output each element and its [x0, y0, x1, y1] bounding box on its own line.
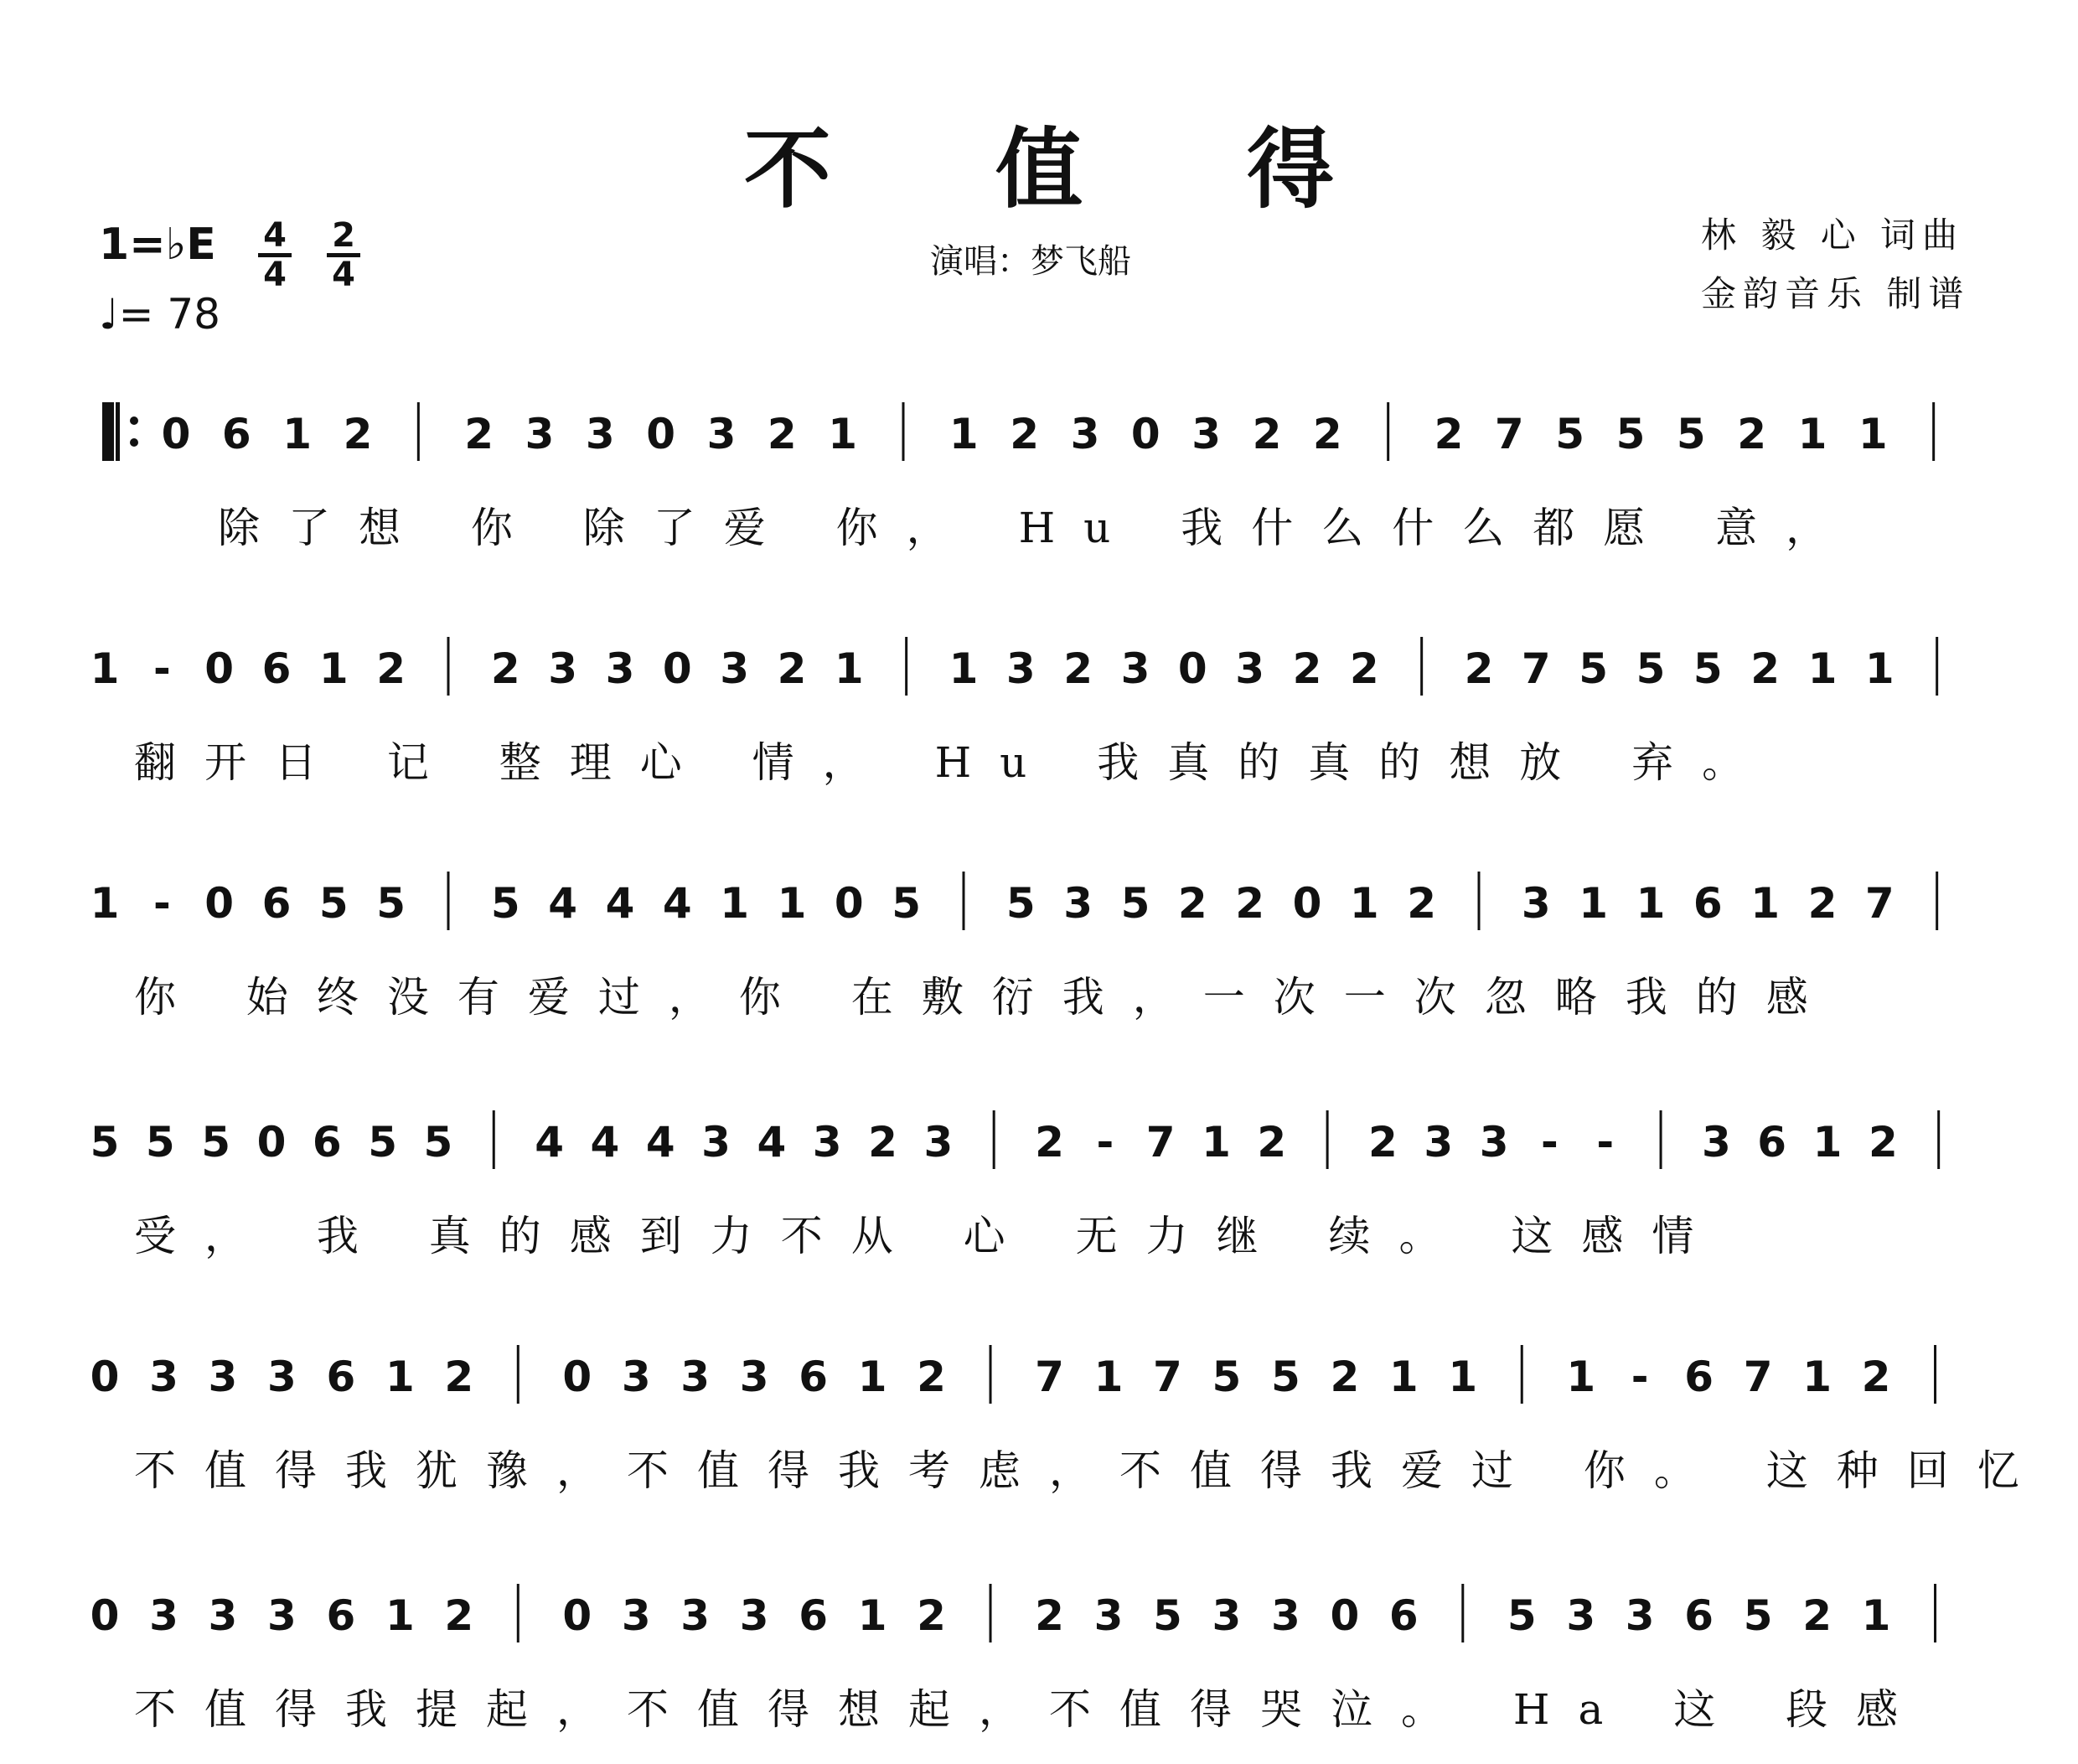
note-digit: 2 — [444, 1591, 474, 1640]
note-digit: 2 — [1802, 1591, 1832, 1640]
notes-staff — [0, 1077, 2078, 1203]
note-digit: 6 — [221, 410, 251, 458]
note-digit: 3 — [1235, 644, 1265, 693]
note-digit: 3 — [739, 1353, 769, 1401]
note-digit: 5 — [1005, 879, 1036, 928]
note-digit: 1 — [385, 1353, 415, 1401]
note-digit: 5 — [318, 879, 349, 928]
note-digit: 3 — [208, 1353, 238, 1401]
note-digit: 1 — [1388, 1353, 1419, 1401]
note-digit: 0 — [1177, 644, 1207, 693]
note-digit: 2 — [777, 644, 807, 693]
note-digit: 0 — [90, 1353, 120, 1401]
repeat-bar — [116, 402, 120, 461]
note-digit: 2 — [1737, 410, 1767, 458]
note-digit: 3 — [149, 1353, 178, 1401]
note-digit: 0 — [1330, 1591, 1360, 1640]
note-digit: 2 — [464, 410, 494, 458]
note-digit: 7 — [1035, 1353, 1064, 1401]
repeat-dot — [130, 416, 138, 425]
note-digit: 3 — [923, 1118, 954, 1167]
note-digit: 3 — [739, 1591, 769, 1640]
lyric-line: 不值得我提起，不值得想起，不值得哭泣。 Ha 这 段感 — [134, 1685, 1927, 1734]
note-digit: 3 — [208, 1591, 238, 1640]
note-digit: 2 — [1312, 410, 1342, 458]
note-digit: 5 — [145, 1118, 175, 1167]
repeat-bar — [102, 402, 114, 461]
note-digit: 5 — [1270, 1353, 1300, 1401]
lyric-line: 不值得我犹豫，不值得我考虑，不值得我爱过 你。 这种回忆 — [134, 1446, 2048, 1495]
note-digit: 2 — [1368, 1118, 1398, 1167]
note-digit: 1 — [834, 644, 864, 693]
note-digit: 3 — [621, 1591, 651, 1640]
note-digit: 5 — [892, 879, 922, 928]
note-digit: 6 — [261, 879, 292, 928]
note-digit: 2 — [1252, 410, 1282, 458]
note-digit: 1 — [1858, 410, 1888, 458]
note-digit: 7 — [1521, 644, 1551, 693]
note-digit: 3 — [1701, 1118, 1731, 1167]
note-digit: 5 — [1693, 644, 1723, 693]
note-digit: 1 — [1861, 1591, 1891, 1640]
note-digit: 1 — [1812, 1118, 1843, 1167]
note-digit: 2 — [1861, 1353, 1891, 1401]
note-digit: 1 — [1579, 879, 1609, 928]
note-digit: 5 — [1636, 644, 1666, 693]
note-digit: 3 — [1424, 1118, 1454, 1167]
note-digit: 1 — [1566, 1353, 1596, 1401]
note-digit: 1 — [949, 410, 979, 458]
song-title — [0, 99, 2078, 225]
note-digit: 3 — [149, 1591, 178, 1640]
note-digit: 4 — [645, 1118, 675, 1167]
note-digit: 1 — [857, 1591, 887, 1640]
note-digit: 3 — [585, 410, 615, 458]
notation-system — [0, 1077, 2078, 1286]
note-digit: 6 — [799, 1591, 829, 1640]
note-digit: 1 — [90, 879, 120, 928]
note-digit: 5 — [490, 879, 520, 928]
note-digit: 2 — [1010, 410, 1040, 458]
note-digit: 1 — [1750, 879, 1781, 928]
note-digit: 3 — [621, 1353, 651, 1401]
note-digit: 5 — [1579, 644, 1609, 693]
note-digit: 3 — [701, 1118, 731, 1167]
repeat-dot — [130, 438, 138, 447]
note-digit: 2 — [1235, 879, 1265, 928]
key-signature: 1=♭E — [99, 220, 216, 270]
notation-system — [0, 1550, 2078, 1760]
note-digit: 2 — [917, 1353, 946, 1401]
note-digit: 5 — [1212, 1353, 1242, 1401]
note-digit: 3 — [605, 644, 635, 693]
note-digit: 1 — [1202, 1118, 1231, 1167]
note-digit: 5 — [376, 879, 406, 928]
note-digit: 3 — [1479, 1118, 1509, 1167]
note-digit: 3 — [720, 644, 750, 693]
note-digit: 3 — [706, 410, 737, 458]
dash-extension: - — [152, 879, 171, 928]
note-digit: 3 — [1191, 410, 1222, 458]
note-digit: 2 — [1330, 1353, 1360, 1401]
note-digit: 6 — [326, 1591, 356, 1640]
note-digit: 2 — [1177, 879, 1207, 928]
note-digit: 2 — [1063, 644, 1093, 693]
note-digit: 1 — [1093, 1353, 1124, 1401]
note-digit: 2 — [1407, 879, 1437, 928]
note-digit: 2 — [444, 1353, 474, 1401]
dash-extension: - — [1596, 1118, 1615, 1167]
note-digit: 2 — [1349, 644, 1379, 693]
note-digit: 0 — [562, 1353, 592, 1401]
note-digit: 5 — [1743, 1591, 1773, 1640]
notation-system — [0, 603, 2078, 813]
note-digit: 1 — [90, 644, 120, 693]
note-digit: 5 — [201, 1118, 231, 1167]
note-digit: 1 — [1797, 410, 1827, 458]
notation-system — [0, 1311, 2078, 1521]
note-digit: 7 — [1494, 410, 1524, 458]
note-digit: 1 — [318, 644, 349, 693]
note-digit: 1 — [282, 410, 313, 458]
note-digit: 5 — [1615, 410, 1646, 458]
note-digit: 0 — [90, 1591, 120, 1640]
note-digit: 5 — [1507, 1591, 1537, 1640]
note-digit: 2 — [1035, 1118, 1064, 1167]
note-digit: 6 — [1684, 1591, 1714, 1640]
note-digit: 2 — [1292, 644, 1322, 693]
notation-system — [0, 838, 2078, 1048]
note-digit: 2 — [1257, 1118, 1287, 1167]
note-digit: 5 — [1676, 410, 1706, 458]
time-signature-1 — [258, 216, 292, 294]
note-digit: 7 — [1145, 1118, 1176, 1167]
note-digit: 4 — [757, 1118, 787, 1167]
time-sig-bottom: 4 — [332, 256, 355, 294]
note-digit: 2 — [376, 644, 406, 693]
notes-staff — [0, 838, 2078, 964]
note-digit: 3 — [525, 410, 555, 458]
note-digit: 6 — [1757, 1118, 1787, 1167]
note-digit: 1 — [828, 410, 858, 458]
note-digit: 4 — [590, 1118, 620, 1167]
note-digit: 6 — [312, 1118, 342, 1167]
note-digit: 2 — [490, 644, 520, 693]
note-digit: 1 — [1807, 644, 1838, 693]
note-digit: 3 — [1212, 1591, 1242, 1640]
note-digit: 2 — [917, 1591, 946, 1640]
note-digit: 1 — [777, 879, 807, 928]
note-digit: 7 — [1864, 879, 1894, 928]
note-digit: 2 — [343, 410, 373, 458]
dash-extension: - — [152, 644, 171, 693]
note-digit: 7 — [1153, 1353, 1182, 1401]
note-digit: 3 — [1270, 1591, 1300, 1640]
note-digit: 1 — [385, 1591, 415, 1640]
note-digit: 3 — [1521, 879, 1551, 928]
note-digit: 3 — [1063, 879, 1093, 928]
lyric-line: 翻开日 记 整理心 情， Hu 我真的真的想放 弃。 — [134, 738, 1773, 787]
note-digit: 3 — [1566, 1591, 1596, 1640]
note-digit: 3 — [1120, 644, 1150, 693]
note-digit: 1 — [1448, 1353, 1478, 1401]
note-digit: 3 — [1070, 410, 1100, 458]
note-digit: 1 — [1636, 879, 1666, 928]
note-digit: 0 — [834, 879, 864, 928]
notes-staff — [0, 1550, 2078, 1676]
note-digit: 5 — [1153, 1591, 1182, 1640]
notes-staff — [0, 1311, 2078, 1437]
title-char: 得 — [1246, 117, 1334, 220]
note-digit: 1 — [1802, 1353, 1832, 1401]
note-digit: 0 — [562, 1591, 592, 1640]
note-digit: 0 — [204, 644, 235, 693]
note-digit: 1 — [949, 644, 979, 693]
note-digit: 2 — [1750, 644, 1781, 693]
note-digit: 7 — [1743, 1353, 1773, 1401]
note-digit: 5 — [423, 1118, 453, 1167]
composer-credit: 林 毅 心 词曲 — [1701, 215, 1965, 256]
note-digit: 4 — [605, 879, 635, 928]
note-digit: 6 — [261, 644, 292, 693]
note-digit: 3 — [1005, 644, 1036, 693]
note-digit: 6 — [1693, 879, 1723, 928]
note-digit: 3 — [267, 1591, 297, 1640]
time-sig-top: 4 — [263, 216, 287, 255]
lyric-line: 受， 我 真的感到力不从 心 无力继 续。 这感情 — [134, 1212, 1723, 1260]
time-sig-top: 2 — [332, 216, 355, 255]
note-digit: 4 — [548, 879, 578, 928]
note-digit: 0 — [161, 410, 191, 458]
note-digit: 0 — [662, 644, 692, 693]
note-digit: 6 — [799, 1353, 829, 1401]
dash-extension: - — [1631, 1353, 1649, 1401]
note-digit: 1 — [857, 1353, 887, 1401]
note-digit: 2 — [767, 410, 797, 458]
note-digit: 2 — [868, 1118, 897, 1167]
note-digit: 0 — [1292, 879, 1322, 928]
dash-extension: - — [1096, 1118, 1114, 1167]
title-char: 不 — [743, 117, 831, 220]
lyric-line: 除了想 你 除了爱 你， Hu 我什么什么都愿 意， — [218, 504, 1857, 552]
lyric-line: 你 始终没有爱过，你 在敷衍我，一次一次忽略我的感 — [134, 973, 1837, 1022]
note-digit: 3 — [1625, 1591, 1655, 1640]
note-digit: 1 — [1864, 644, 1894, 693]
tempo-marking: ♩= 78 — [99, 290, 220, 339]
note-digit: 3 — [680, 1591, 711, 1640]
note-digit: 5 — [1555, 410, 1585, 458]
note-digit: 2 — [1807, 879, 1838, 928]
note-digit: 3 — [548, 644, 578, 693]
title-char: 值 — [995, 117, 1083, 220]
singer-credit: 演唱：梦飞船 — [930, 242, 1131, 281]
notation-system — [0, 369, 2078, 578]
time-sig-bottom: 4 — [263, 256, 287, 294]
note-digit: 5 — [368, 1118, 398, 1167]
note-digit: 3 — [812, 1118, 842, 1167]
note-digit: 4 — [662, 879, 692, 928]
note-digit: 3 — [680, 1353, 711, 1401]
note-digit: 2 — [1464, 644, 1494, 693]
note-digit: 1 — [1349, 879, 1379, 928]
note-digit: 6 — [1684, 1353, 1714, 1401]
notes-staff — [0, 603, 2078, 729]
time-signature-2 — [327, 216, 360, 294]
arranger-credit: 金韵音乐 制谱 — [1701, 273, 1971, 314]
note-digit: 2 — [1035, 1591, 1064, 1640]
note-digit: 5 — [1120, 879, 1150, 928]
note-digit: 5 — [90, 1118, 120, 1167]
note-digit: 0 — [1130, 410, 1160, 458]
note-digit: 2 — [1868, 1118, 1898, 1167]
note-digit: 6 — [1388, 1591, 1419, 1640]
note-digit: 1 — [720, 879, 750, 928]
note-digit: 0 — [646, 410, 676, 458]
note-digit: 2 — [1434, 410, 1464, 458]
dash-extension: - — [1541, 1118, 1558, 1167]
note-digit: 6 — [326, 1353, 356, 1401]
notes-staff — [0, 369, 2078, 494]
note-digit: 3 — [1093, 1591, 1124, 1640]
note-digit: 4 — [535, 1118, 564, 1167]
note-digit: 0 — [256, 1118, 287, 1167]
note-digit: 0 — [204, 879, 235, 928]
note-digit: 3 — [267, 1353, 297, 1401]
